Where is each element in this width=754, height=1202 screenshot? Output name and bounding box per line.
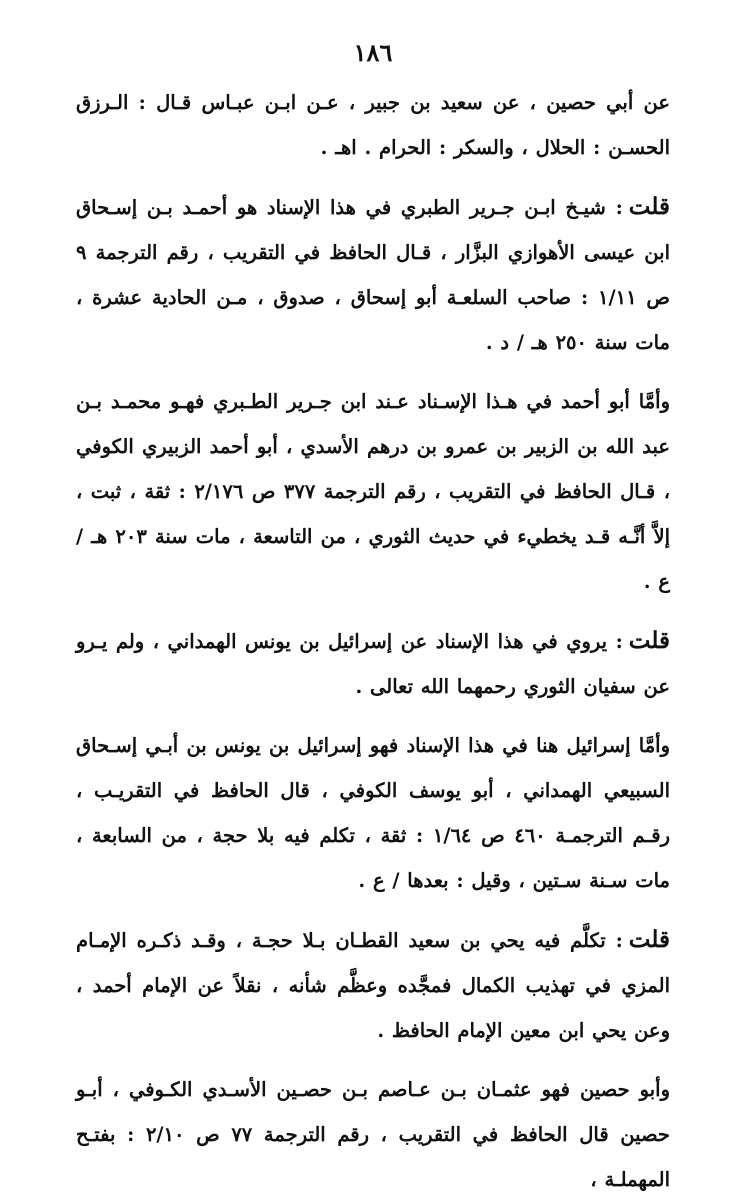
paragraph-4-text: : يروي في هذا الإسناد عن إسرائيل بن يونس الهمداني ، ولم يـرو عن سفيان الثوري رحمهما الله تعالى . bbox=[76, 630, 670, 698]
paragraph-1 bbox=[76, 80, 670, 170]
paragraph-6 bbox=[76, 917, 670, 1053]
paragraph-3-text: وأمَّا أبو أحمد في هـذا الإسـناد عـند ابن جـرير الطـبري فهـو محمـد بـن عبد الله بن الزبير بن عمرو بن درهم الأسدي ، أبو أحمد الزبيري الكوفي ، قـال الحافظ في التقريب ، رقم الترجمة ٣٧٧ ص ٢/١٧٦ : ثقة ، ثبت ، إلاَّ أنَّـه قـد يخطيء في حديث الثوري ، من التاسعة ، مات سنة ٢٠٣ هـ / ع . bbox=[76, 390, 671, 593]
paragraph-4 bbox=[76, 618, 670, 709]
paragraph-5-text: وأمَّا إسرائيل هنا في هذا الإسناد فهو إسرائيل بن يونس بن أبـي إسـحاق السبيعي الهمداني ، أبو يوسف الكوفي ، قال الحافظ في التقريـب ، رقـم الترجمـة ٤٦٠ ص ١/٦٤ : ثقة ، تكلم فيه بلا حجة ، من السابعة ، مات سـنة سـتين ، وقيل : بعدها / ع . bbox=[76, 734, 670, 892]
paragraph-6-text: : تكلَّم فيه يحي بن سعيد القطـان بـلا حجـة ، وقـد ذكـره الإمـام المزي في تهذيب الكمال فمجَّده وعظَّم شأنه ، نقلاً عن الإمام أحمد ، وعن يحي ابن معين الإمام الحافظ . bbox=[76, 929, 670, 1042]
paragraph-3 bbox=[76, 379, 670, 604]
paragraph-7-text: وأبو حصين فهو عثمـان بـن عـاصم بـن حصـين الأسـدي الكـوفي ، أبـو حصين قال الحافظ في التقريب ، رقم الترجمة ٧٧ ص ٢/١٠ : بفتـح المهملـة ، bbox=[76, 1078, 670, 1191]
paragraph-2-text: : شيـخ ابـن جـرير الطبري في هذا الإسناد هو أحمـد بـن إسـحاق ابن عيسى الأهوازي البزَّار ، قـال الحافظ في التقريب ، رقم الترجمة ٩ ص ١/١١ : صاحب السلعـة أبو إسحاق ، صدوق ، مـن الحادية عشرة ، مات سنة ٢٥٠ هـ / د . bbox=[76, 196, 670, 354]
paragraph-4-label: قلت bbox=[628, 627, 670, 654]
paragraph-5 bbox=[76, 723, 670, 903]
paragraph-7 bbox=[76, 1067, 670, 1202]
paragraph-2 bbox=[76, 184, 670, 365]
paragraph-1-text: عن أبي حصين ، عن سعيد بن جبير ، عـن ابـن عبـاس قـال : الـرزق الحسـن : الحلال ، والسكر : الحرام . اهـ . bbox=[76, 91, 671, 159]
paragraph-6-label: قلت bbox=[628, 926, 670, 953]
page-number: ١٨٦ bbox=[353, 38, 393, 67]
paragraph-2-label: قلت bbox=[628, 193, 670, 220]
